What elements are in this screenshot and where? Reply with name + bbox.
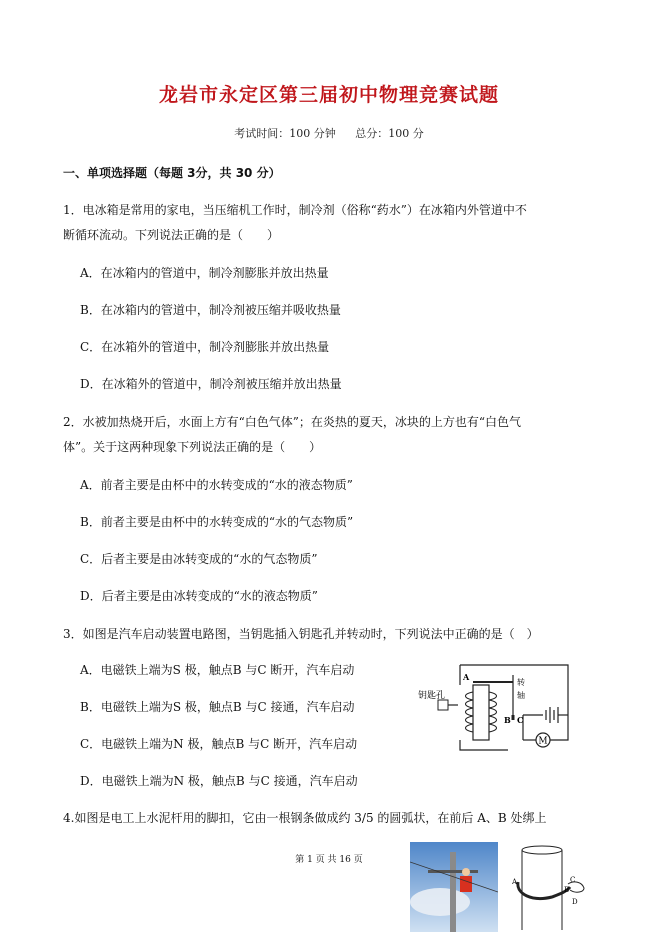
q1-option-c: C．在冰箱外的管道中，制冷剂膨胀并放出热量	[80, 340, 330, 354]
q2-option-d: D．后者主要是由冰转变成的“水的液态物质”	[80, 589, 318, 603]
question-2-line2: 体”。关于这两种现象下列说法正确的是（ ）	[63, 440, 322, 454]
q2-option-c: C．后者主要是由冰转变成的“水的气态物质”	[80, 552, 318, 566]
q2-option-b: B．前者主要是由杯中的水转变成的“水的气态物质”	[80, 515, 354, 529]
question-2-stem	[63, 410, 608, 460]
question-2-line1: 2．水被加热烧开后，水面上方有“白色气体”；在炎热的夏天，冰块的上方也有“白色气	[63, 415, 522, 429]
question-3-stem: 3．如图是汽车启动装置电路图，当钥匙插入钥匙孔并转动时，下列说法中正确的是（ ）	[63, 627, 539, 641]
exam-time: 考试时间：100 分钟	[234, 127, 336, 140]
page-title: 龙岩市永定区第三届初中物理竞赛试题	[158, 84, 499, 106]
question-1-line2: 断循环流动。下列说法正确的是（ ）	[63, 228, 280, 242]
foot-clamp-diagram	[512, 842, 592, 932]
q3-option-d: D．电磁铁上端为N 极，触点B 与C 接通，汽车启动	[80, 774, 358, 788]
shaft-label-2: 轴	[517, 691, 525, 700]
q2-option-a: A．前者主要是由杯中的水转变成的“水的液态物质”	[80, 478, 353, 492]
clamp-label-c: C	[570, 876, 576, 884]
exam-info	[0, 125, 658, 141]
motor-label: M	[538, 736, 548, 747]
section-title: 一、单项选择题（每题 3分，共 30 分）	[63, 166, 281, 180]
clamp-label-a: A	[512, 878, 518, 886]
q1-option-b: B．在冰箱内的管道中，制冷剂被压缩并吸收热量	[80, 303, 341, 317]
key-hole-label: 钥匙孔	[418, 691, 446, 701]
q1-option-d: D．在冰箱外的管道中，制冷剂被压缩并放出热量	[80, 377, 342, 391]
question-1-stem	[63, 198, 608, 248]
circuit-diagram	[418, 660, 578, 760]
q3-option-b: B．电磁铁上端为S 极，触点B 与C 接通，汽车启动	[80, 700, 355, 714]
clamp-label-d: D	[572, 898, 578, 906]
question-1-line1: 1．电冰箱是常用的家电，当压缩机工作时，制冷剂（俗称“药水”）在冰箱内外管道中不	[63, 203, 527, 217]
electrician-photo	[410, 842, 498, 932]
contact-c-label: C	[517, 715, 524, 725]
q3-option-c: C．电磁铁上端为N 极，触点B 与C 断开，汽车启动	[80, 737, 358, 751]
contact-b-label: B	[504, 715, 511, 725]
q3-option-a: A．电磁铁上端为S 极，触点B 与C 断开，汽车启动	[80, 663, 355, 677]
shaft-label-1: 转	[517, 678, 525, 687]
page-footer: 第 1 页 共 16 页	[295, 855, 363, 865]
q1-option-a: A．在冰箱内的管道中，制冷剂膨胀并放出热量	[80, 266, 329, 280]
exam-score: 总分：100 分	[355, 127, 424, 140]
question-4-stem: 4.如图是电工上水泥杆用的脚扣，它由一根钢条做成约 3/5 的圆弧状，在前后 A、B 处绑上	[63, 811, 547, 825]
contact-a-label: A	[463, 672, 470, 682]
clamp-label-b: B	[564, 886, 570, 894]
